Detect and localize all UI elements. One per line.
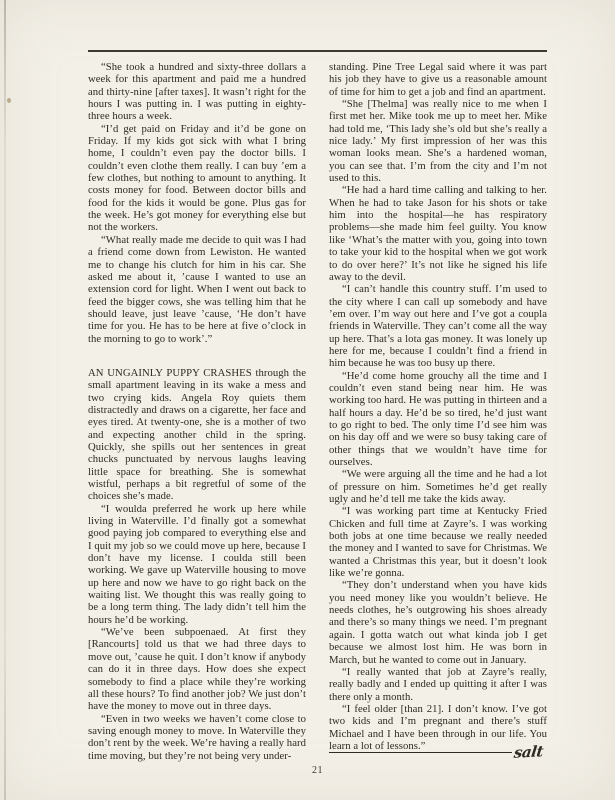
paragraph: “He had a hard time calling and talking to her. When he had to take Jason for his shots or take him into the hospital—he has respiratory problems—she made him feel guilty. You know like ‘What’s the matter with you, going into town to take your kid to the hospital when we got work to do over here?’ It’s not like he signed his life away to the devil. [329,184,547,283]
paragraph: “He’d come home grouchy all the time and I couldn’t even stand being near him. He was working too hard. He was putting in thirteen and a half hours a day. He’d be so tired, he’d just want to go right to bed. The only time I’d see him was on his day off and we were so busy taking care of other things that we wouldn’t have time for ourselves. [329,369,547,468]
paragraph: “We were arguing all the time and he had a lot of pressure on him. Sometimes he’d get really ugly and he’d tell me take the kids away. [329,468,547,506]
paragraph: “What really made me decide to quit was I had a friend come down from Lewiston. He wanted me to change his clutch for him in his car. She asked me about it, ’cause I wanted to use an extension cord for light. When I went out back to feed the bigger cows, she was telling him that he should leave, just leave ’cause, ‘He don’t have time for you. He has to be here at five o’clock in the morning to go to work’.” [88,233,306,345]
paragraph: standing. Pine Tree Legal said where it was part his job they have to give us a reasonable amount of time for him to get a job and find an apartment. [329,61,547,98]
paragraph: “They don’t understand when you have kids you need money like you wouldn’t believe. He needs clothes, he’s outgrowing his shoes already and there’s so many things we need. I’m pregnant again. I gotta watch out what kinda job I get because we almost lost him. He was born in March, but he wanted to come out in January. [329,579,547,666]
paragraph: “I woulda preferred he work up here while living in Waterville. I’d finally got a somewhat good paying job compared to everything else and I quit my job so we could move up here, because I don’t have my license. I coulda still been working. We gave up Waterville housing to move up here and now we have to go right back on the waiting list. We thought this was really going to be a long term thing. The lady didn’t tell him the hours he’d be working. [88,502,306,626]
article-content [88,50,547,762]
paragraph: “I was working part time at Kentucky Fried Chicken and full time at Zayre’s. I was working both jobs at one time because we really needed the money and I wanted to save for Christmas. We wanted a Christmas this year, but it doesn’t look like we’re gonna. [329,505,548,580]
paragraph: AN UNGAINLY PUPPY CRASHES through the small apartment leaving in its wake a mess and two crying kids. Angela Roy quiets them distractedly and draws on a cigarette, her face and eyes tired. At twenty-one, she is a mother of two and expecting another child in the spring. Quickly, she spills out her sentences in great chucks punctuated by nervous laughs leaving little space for breathing. She is somewhat wistful, perhaps a bit regretful of some of the choices she’s made. [88,366,306,503]
text-columns [88,61,547,762]
left-column [88,61,306,762]
paragraph: “I can’t handle this country stuff. I’m used to the city where I can call up somebody and have ’em over. I’m way out here and I’ve got a coupla friends in Waterville. They can’t come all the way up here. That’s a lota gas money. It was lonely up here for me, because I couldn’t find a friend in him because he was too busy up there. [329,283,547,370]
right-column [329,61,547,762]
top-rule [88,50,547,52]
paragraph: “I really wanted that job at Zayre’s really, really badly and I ended up quitting it after I was there only a month. [329,665,547,703]
paragraph: “We’ve been subpoenaed. At first they [Rancourts] told us that we had three days to move out, ’cause he quit. I don’t know if anybody can do it in three days. How does she expect somebody to find a place while they’re working all these hours? To find another job? We just don’t have the money to move out in three days. [88,626,306,713]
salt-logo: salt [512,742,545,762]
end-rule [329,752,512,754]
paragraph: “I’d get paid on Friday and it’d be gone on Friday. If my kids got sick with what I bring home, I couldn’t even pay the doctor bills. I couldn’t even clothe them really. I can buy ’em a few clothes, but nothing to amount to anything. It costs money for food. Between doctor bills and food for the kids it would be gone. Plus gas for the week. He’s got money for everything else but not the workers. [88,122,306,234]
page-edge-shadow [4,0,6,800]
scan-speck [7,98,11,103]
article-end-signature [329,742,547,762]
paragraph: “I feel older [than 21]. I don’t know. I’ve got two kids and I’m pregnant and there’s stuff Michael and I have been through in our life. You learn a lot of lessons.” [329,702,547,752]
paragraph: “She took a hundred and sixty-three dollars a week for this apartment and paid me a hundred and thirty-nine [after taxes]. It wasn’t right for the hours I was putting in. I was putting in eighty-three hours a week. [88,61,306,123]
paragraph: “Even in two weeks we haven’t come close to saving enough money to move. In Waterville they don’t rent by the week. We’re having a really hard time moving, but they’re not being very under- [88,712,306,762]
paragraph: “She [Thelma] was really nice to me when I first met her. Mike took me up to meet her. Mike had told me, ‘This lady she’s old but she’s really a nice lady.’ My first impression of her was this woman looks mean. She’s a hardened woman, you can see that. I’m from the city and I’m not used to this. [329,98,547,185]
page-number: 21 [312,765,323,776]
